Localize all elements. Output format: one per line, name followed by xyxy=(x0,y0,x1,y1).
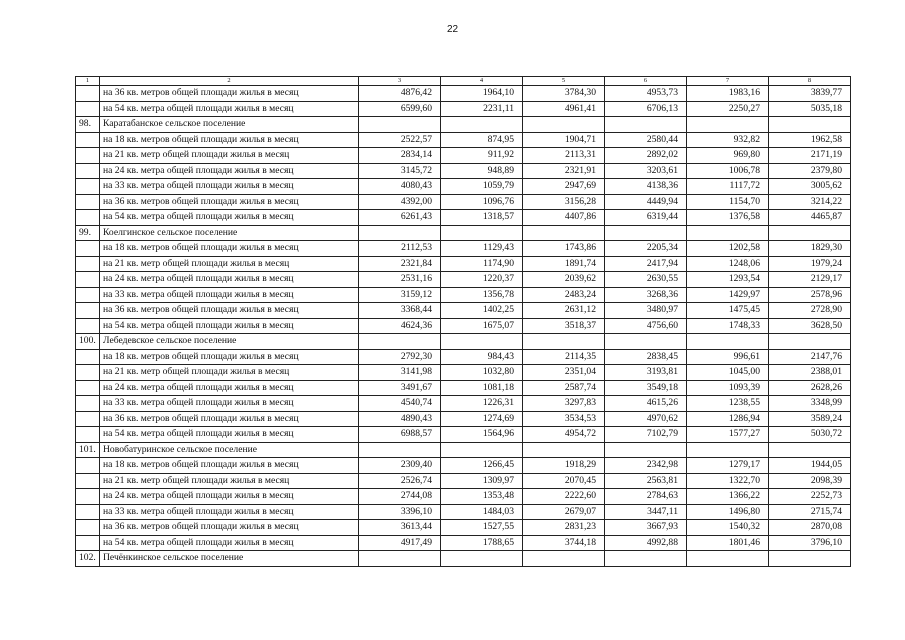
row-label: на 21 кв. метр общей площади жилья в месяц xyxy=(100,148,359,164)
table-row xyxy=(76,287,851,303)
value-cell: 2321,91 xyxy=(523,163,605,179)
value-cell: 1093,39 xyxy=(687,380,769,396)
settlement-name: Печёнкинское сельское поселение xyxy=(100,551,359,567)
value-cell: 3159,12 xyxy=(359,287,441,303)
row-label: на 54 кв. метра общей площади жилья в месяц xyxy=(100,101,359,117)
table-row xyxy=(76,179,851,195)
value-cell: 2578,96 xyxy=(769,287,851,303)
value-cell: 3447,11 xyxy=(605,504,687,520)
value-cell: 6319,44 xyxy=(605,210,687,226)
value-cell: 2580,44 xyxy=(605,132,687,148)
empty-cell xyxy=(605,442,687,458)
row-label: на 54 кв. метра общей площади жилья в месяц xyxy=(100,210,359,226)
value-cell: 2098,39 xyxy=(769,473,851,489)
row-label: на 36 кв. метров общей площади жилья в месяц xyxy=(100,520,359,536)
row-label: на 18 кв. метров общей площади жилья в месяц xyxy=(100,132,359,148)
value-cell: 2231,11 xyxy=(441,101,523,117)
table-row xyxy=(76,520,851,536)
value-cell: 1279,17 xyxy=(687,458,769,474)
empty-cell xyxy=(769,334,851,350)
table-row xyxy=(76,365,851,381)
value-cell: 1309,97 xyxy=(441,473,523,489)
empty-index-cell xyxy=(76,210,100,226)
page-number: 22 xyxy=(446,24,459,35)
value-cell: 1748,33 xyxy=(687,318,769,334)
value-cell: 4756,60 xyxy=(605,318,687,334)
value-cell: 3589,24 xyxy=(769,411,851,427)
table-row xyxy=(76,256,851,272)
column-number: 2 xyxy=(100,77,359,86)
value-cell: 4449,94 xyxy=(605,194,687,210)
value-cell: 7102,79 xyxy=(605,427,687,443)
row-label: на 36 кв. метров общей площади жилья в месяц xyxy=(100,86,359,102)
empty-index-cell xyxy=(76,303,100,319)
empty-cell xyxy=(605,225,687,241)
value-cell: 2417,94 xyxy=(605,256,687,272)
value-cell: 3348,99 xyxy=(769,396,851,412)
value-cell: 2205,34 xyxy=(605,241,687,257)
column-number: 5 xyxy=(523,77,605,86)
empty-cell xyxy=(769,442,851,458)
value-cell: 5035,18 xyxy=(769,101,851,117)
settlement-name: Каратабанское сельское поселение xyxy=(100,117,359,133)
value-cell: 3141,98 xyxy=(359,365,441,381)
empty-index-cell xyxy=(76,365,100,381)
value-cell: 1564,96 xyxy=(441,427,523,443)
value-cell: 3145,72 xyxy=(359,163,441,179)
row-label: на 36 кв. метров общей площади жилья в месяц xyxy=(100,194,359,210)
empty-index-cell xyxy=(76,504,100,520)
value-cell: 4970,62 xyxy=(605,411,687,427)
value-cell: 1376,58 xyxy=(687,210,769,226)
table-row xyxy=(76,380,851,396)
value-cell: 4624,36 xyxy=(359,318,441,334)
value-cell: 2526,74 xyxy=(359,473,441,489)
row-label: на 24 кв. метра общей площади жилья в месяц xyxy=(100,272,359,288)
value-cell: 2587,74 xyxy=(523,380,605,396)
value-cell: 2342,98 xyxy=(605,458,687,474)
value-cell: 3628,50 xyxy=(769,318,851,334)
value-cell: 2321,84 xyxy=(359,256,441,272)
empty-index-cell xyxy=(76,318,100,334)
empty-index-cell xyxy=(76,194,100,210)
empty-cell xyxy=(441,551,523,567)
value-cell: 1675,07 xyxy=(441,318,523,334)
value-cell: 2715,74 xyxy=(769,504,851,520)
value-cell: 1801,46 xyxy=(687,535,769,551)
value-cell: 1081,18 xyxy=(441,380,523,396)
value-cell: 1293,54 xyxy=(687,272,769,288)
empty-cell xyxy=(687,334,769,350)
value-cell: 1220,37 xyxy=(441,272,523,288)
value-cell: 2147,76 xyxy=(769,349,851,365)
empty-cell xyxy=(359,117,441,133)
section-row xyxy=(76,225,851,241)
column-number: 1 xyxy=(76,77,100,86)
value-cell: 2388,01 xyxy=(769,365,851,381)
settlement-number: 99. xyxy=(76,225,100,241)
row-label: на 33 кв. метра общей площади жилья в месяц xyxy=(100,287,359,303)
empty-index-cell xyxy=(76,101,100,117)
value-cell: 4392,00 xyxy=(359,194,441,210)
value-cell: 1904,71 xyxy=(523,132,605,148)
row-label: на 36 кв. метров общей площади жилья в месяц xyxy=(100,303,359,319)
value-cell: 2112,53 xyxy=(359,241,441,257)
value-cell: 6261,43 xyxy=(359,210,441,226)
value-cell: 1964,10 xyxy=(441,86,523,102)
value-cell: 1322,70 xyxy=(687,473,769,489)
empty-cell xyxy=(441,334,523,350)
value-cell: 1266,45 xyxy=(441,458,523,474)
value-cell: 5030,72 xyxy=(769,427,851,443)
table-row xyxy=(76,458,851,474)
value-cell: 1129,43 xyxy=(441,241,523,257)
empty-cell xyxy=(687,442,769,458)
empty-index-cell xyxy=(76,163,100,179)
column-number: 6 xyxy=(605,77,687,86)
value-cell: 1032,80 xyxy=(441,365,523,381)
empty-cell xyxy=(523,117,605,133)
value-cell: 874,95 xyxy=(441,132,523,148)
table-row xyxy=(76,349,851,365)
value-cell: 1540,32 xyxy=(687,520,769,536)
row-label: на 33 кв. метра общей площади жилья в месяц xyxy=(100,504,359,520)
value-cell: 4992,88 xyxy=(605,535,687,551)
row-label: на 21 кв. метр общей площади жилья в месяц xyxy=(100,473,359,489)
value-cell: 2728,90 xyxy=(769,303,851,319)
settlement-number: 102. xyxy=(76,551,100,567)
value-cell: 1918,29 xyxy=(523,458,605,474)
value-cell: 3214,22 xyxy=(769,194,851,210)
value-cell: 1788,65 xyxy=(441,535,523,551)
value-cell: 2831,23 xyxy=(523,520,605,536)
table-row xyxy=(76,489,851,505)
value-cell: 2114,35 xyxy=(523,349,605,365)
value-cell: 1318,57 xyxy=(441,210,523,226)
empty-index-cell xyxy=(76,458,100,474)
value-cell: 3549,18 xyxy=(605,380,687,396)
row-label: на 18 кв. метров общей площади жилья в месяц xyxy=(100,241,359,257)
column-number: 8 xyxy=(769,77,851,86)
empty-cell xyxy=(605,551,687,567)
value-cell: 4080,43 xyxy=(359,179,441,195)
row-label: на 36 кв. метров общей площади жилья в месяц xyxy=(100,411,359,427)
empty-index-cell xyxy=(76,473,100,489)
settlement-name: Лебедевское сельское поселение xyxy=(100,334,359,350)
empty-index-cell xyxy=(76,411,100,427)
section-row xyxy=(76,334,851,350)
settlement-number: 100. xyxy=(76,334,100,350)
value-cell: 2250,27 xyxy=(687,101,769,117)
table-row xyxy=(76,210,851,226)
value-cell: 1045,00 xyxy=(687,365,769,381)
value-cell: 2309,40 xyxy=(359,458,441,474)
value-cell: 1496,80 xyxy=(687,504,769,520)
empty-index-cell xyxy=(76,427,100,443)
value-cell: 3480,97 xyxy=(605,303,687,319)
value-cell: 3297,83 xyxy=(523,396,605,412)
column-number: 7 xyxy=(687,77,769,86)
table-row xyxy=(76,163,851,179)
value-cell: 2379,80 xyxy=(769,163,851,179)
empty-cell xyxy=(359,442,441,458)
value-cell: 2628,26 xyxy=(769,380,851,396)
value-cell: 2947,69 xyxy=(523,179,605,195)
empty-cell xyxy=(687,117,769,133)
value-cell: 2631,12 xyxy=(523,303,605,319)
empty-index-cell xyxy=(76,287,100,303)
empty-cell xyxy=(605,334,687,350)
row-label: на 33 кв. метра общей площади жилья в месяц xyxy=(100,179,359,195)
value-cell: 1356,78 xyxy=(441,287,523,303)
value-cell: 2070,45 xyxy=(523,473,605,489)
table-row xyxy=(76,318,851,334)
value-cell: 3203,61 xyxy=(605,163,687,179)
table-row xyxy=(76,396,851,412)
empty-cell xyxy=(523,551,605,567)
settlement-number: 98. xyxy=(76,117,100,133)
empty-cell xyxy=(769,551,851,567)
empty-index-cell xyxy=(76,349,100,365)
empty-index-cell xyxy=(76,535,100,551)
section-row xyxy=(76,551,851,567)
row-label: на 54 кв. метра общей площади жилья в месяц xyxy=(100,427,359,443)
value-cell: 2351,04 xyxy=(523,365,605,381)
value-cell: 4917,49 xyxy=(359,535,441,551)
value-cell: 1829,30 xyxy=(769,241,851,257)
value-cell: 2113,31 xyxy=(523,148,605,164)
value-cell: 6599,60 xyxy=(359,101,441,117)
row-label: на 54 кв. метра общей площади жилья в месяц xyxy=(100,318,359,334)
value-cell: 1006,78 xyxy=(687,163,769,179)
empty-cell xyxy=(359,334,441,350)
value-cell: 3491,67 xyxy=(359,380,441,396)
value-cell: 3839,77 xyxy=(769,86,851,102)
value-cell: 4876,42 xyxy=(359,86,441,102)
value-cell: 3156,28 xyxy=(523,194,605,210)
value-cell: 984,43 xyxy=(441,349,523,365)
row-label: на 33 кв. метра общей площади жилья в месяц xyxy=(100,396,359,412)
value-cell: 1484,03 xyxy=(441,504,523,520)
value-cell: 1475,45 xyxy=(687,303,769,319)
table-row xyxy=(76,194,851,210)
value-cell: 1226,31 xyxy=(441,396,523,412)
row-label: на 24 кв. метра общей площади жилья в месяц xyxy=(100,163,359,179)
value-cell: 3368,44 xyxy=(359,303,441,319)
value-cell: 2252,73 xyxy=(769,489,851,505)
value-cell: 3396,10 xyxy=(359,504,441,520)
value-cell: 4953,73 xyxy=(605,86,687,102)
empty-cell xyxy=(769,117,851,133)
value-cell: 1983,16 xyxy=(687,86,769,102)
row-label: на 18 кв. метров общей площади жилья в месяц xyxy=(100,458,359,474)
empty-index-cell xyxy=(76,380,100,396)
value-cell: 3005,62 xyxy=(769,179,851,195)
value-cell: 3667,93 xyxy=(605,520,687,536)
empty-index-cell xyxy=(76,396,100,412)
value-cell: 1238,55 xyxy=(687,396,769,412)
value-cell: 911,92 xyxy=(441,148,523,164)
value-cell: 1286,94 xyxy=(687,411,769,427)
empty-cell xyxy=(441,117,523,133)
value-cell: 2784,63 xyxy=(605,489,687,505)
value-cell: 2744,08 xyxy=(359,489,441,505)
empty-index-cell xyxy=(76,179,100,195)
value-cell: 1979,24 xyxy=(769,256,851,272)
settlement-name: Коелгинское сельское поселение xyxy=(100,225,359,241)
empty-index-cell xyxy=(76,148,100,164)
value-cell: 1202,58 xyxy=(687,241,769,257)
value-cell: 2563,81 xyxy=(605,473,687,489)
value-cell: 3784,30 xyxy=(523,86,605,102)
empty-cell xyxy=(523,225,605,241)
empty-index-cell xyxy=(76,241,100,257)
empty-cell xyxy=(769,225,851,241)
value-cell: 1577,27 xyxy=(687,427,769,443)
value-cell: 2171,19 xyxy=(769,148,851,164)
value-cell: 2522,57 xyxy=(359,132,441,148)
empty-cell xyxy=(523,442,605,458)
table-row xyxy=(76,148,851,164)
value-cell: 4954,72 xyxy=(523,427,605,443)
value-cell: 1154,70 xyxy=(687,194,769,210)
section-row xyxy=(76,117,851,133)
empty-index-cell xyxy=(76,86,100,102)
value-cell: 3193,81 xyxy=(605,365,687,381)
value-cell: 1059,79 xyxy=(441,179,523,195)
value-cell: 2531,16 xyxy=(359,272,441,288)
value-cell: 2039,62 xyxy=(523,272,605,288)
value-cell: 2630,55 xyxy=(605,272,687,288)
value-cell: 969,80 xyxy=(687,148,769,164)
value-cell: 6988,57 xyxy=(359,427,441,443)
tariff-table xyxy=(75,76,851,567)
table-row xyxy=(76,272,851,288)
value-cell: 2222,60 xyxy=(523,489,605,505)
value-cell: 1248,06 xyxy=(687,256,769,272)
value-cell: 4540,74 xyxy=(359,396,441,412)
empty-index-cell xyxy=(76,272,100,288)
column-number-row xyxy=(76,77,851,86)
value-cell: 4138,36 xyxy=(605,179,687,195)
value-cell: 2834,14 xyxy=(359,148,441,164)
value-cell: 1891,74 xyxy=(523,256,605,272)
value-cell: 2892,02 xyxy=(605,148,687,164)
empty-cell xyxy=(441,442,523,458)
empty-cell xyxy=(523,334,605,350)
value-cell: 1117,72 xyxy=(687,179,769,195)
value-cell: 3613,44 xyxy=(359,520,441,536)
empty-index-cell xyxy=(76,256,100,272)
column-number: 4 xyxy=(441,77,523,86)
value-cell: 3534,53 xyxy=(523,411,605,427)
row-label: на 21 кв. метр общей площади жилья в месяц xyxy=(100,365,359,381)
value-cell: 4890,43 xyxy=(359,411,441,427)
row-label: на 24 кв. метра общей площади жилья в месяц xyxy=(100,380,359,396)
section-row xyxy=(76,442,851,458)
value-cell: 932,82 xyxy=(687,132,769,148)
empty-cell xyxy=(359,551,441,567)
empty-cell xyxy=(605,117,687,133)
table-row xyxy=(76,427,851,443)
value-cell: 1366,22 xyxy=(687,489,769,505)
value-cell: 2870,08 xyxy=(769,520,851,536)
empty-cell xyxy=(687,551,769,567)
value-cell: 1527,55 xyxy=(441,520,523,536)
settlement-number: 101. xyxy=(76,442,100,458)
value-cell: 2483,24 xyxy=(523,287,605,303)
table-body xyxy=(76,77,851,567)
empty-cell xyxy=(441,225,523,241)
value-cell: 1402,25 xyxy=(441,303,523,319)
value-cell: 996,61 xyxy=(687,349,769,365)
value-cell: 1174,90 xyxy=(441,256,523,272)
empty-cell xyxy=(687,225,769,241)
value-cell: 4615,26 xyxy=(605,396,687,412)
table-row xyxy=(76,473,851,489)
value-cell: 1944,05 xyxy=(769,458,851,474)
empty-index-cell xyxy=(76,489,100,505)
empty-index-cell xyxy=(76,520,100,536)
value-cell: 1429,97 xyxy=(687,287,769,303)
value-cell: 6706,13 xyxy=(605,101,687,117)
value-cell: 1743,86 xyxy=(523,241,605,257)
empty-cell xyxy=(359,225,441,241)
value-cell: 2792,30 xyxy=(359,349,441,365)
table-row xyxy=(76,411,851,427)
table-row xyxy=(76,504,851,520)
value-cell: 1962,58 xyxy=(769,132,851,148)
row-label: на 18 кв. метров общей площади жилья в месяц xyxy=(100,349,359,365)
value-cell: 3796,10 xyxy=(769,535,851,551)
table-row xyxy=(76,86,851,102)
value-cell: 4407,86 xyxy=(523,210,605,226)
table-row xyxy=(76,132,851,148)
table-row xyxy=(76,303,851,319)
value-cell: 3518,37 xyxy=(523,318,605,334)
value-cell: 3744,18 xyxy=(523,535,605,551)
value-cell: 1274,69 xyxy=(441,411,523,427)
value-cell: 3268,36 xyxy=(605,287,687,303)
value-cell: 4465,87 xyxy=(769,210,851,226)
value-cell: 948,89 xyxy=(441,163,523,179)
value-cell: 4961,41 xyxy=(523,101,605,117)
value-cell: 1096,76 xyxy=(441,194,523,210)
value-cell: 2838,45 xyxy=(605,349,687,365)
table-row xyxy=(76,241,851,257)
row-label: на 21 кв. метр общей площади жилья в месяц xyxy=(100,256,359,272)
empty-index-cell xyxy=(76,132,100,148)
value-cell: 1353,48 xyxy=(441,489,523,505)
value-cell: 2679,07 xyxy=(523,504,605,520)
column-number: 3 xyxy=(359,77,441,86)
table-row xyxy=(76,535,851,551)
settlement-name: Новобатуринское сельское поселение xyxy=(100,442,359,458)
value-cell: 2129,17 xyxy=(769,272,851,288)
table-row xyxy=(76,101,851,117)
row-label: на 24 кв. метра общей площади жилья в месяц xyxy=(100,489,359,505)
row-label: на 54 кв. метра общей площади жилья в месяц xyxy=(100,535,359,551)
